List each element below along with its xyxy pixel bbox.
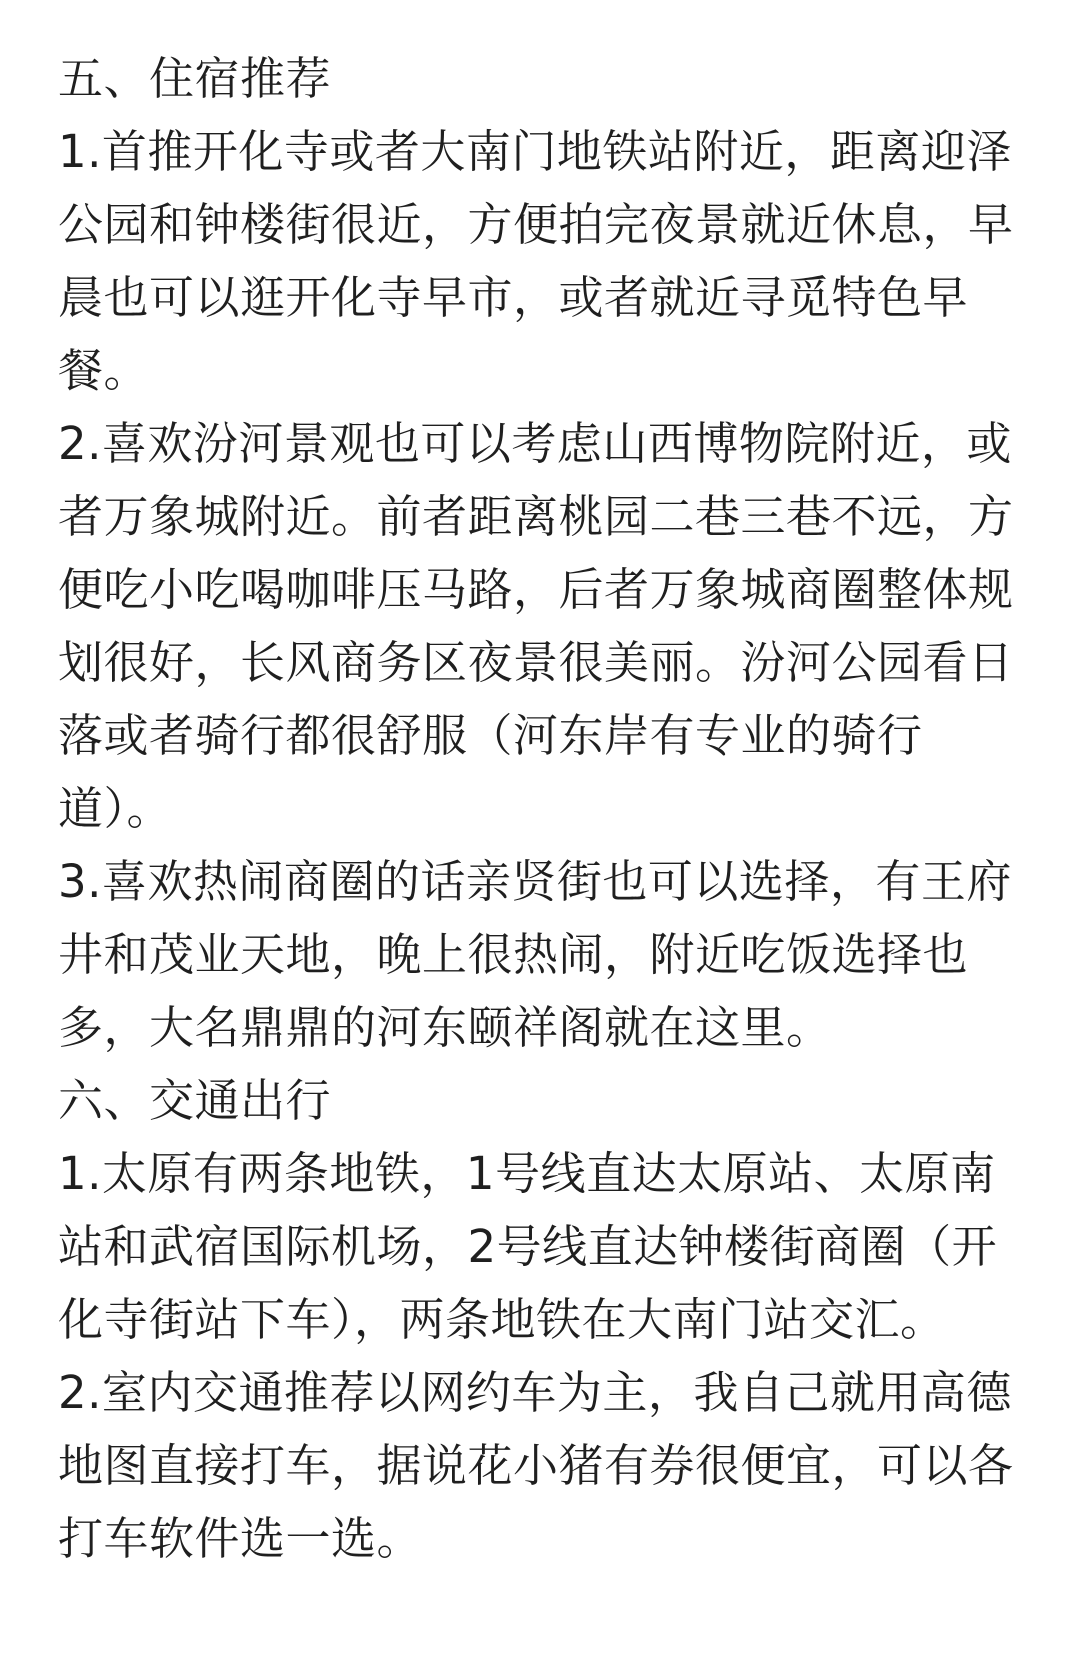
text-line: 餐。 <box>58 344 150 397</box>
text-line: 公园和钟楼街很近，方便拍完夜景就近休息，早 <box>58 198 1014 251</box>
text-line: 打车软件选一选。 <box>58 1512 423 1565</box>
text-line: 站和武宿国际机场，2号线直达钟楼街商圈（开 <box>58 1220 998 1273</box>
text-line: 晨也可以逛开化寺早市，或者就近寻觅特色早 <box>58 271 969 324</box>
text-line: 地图直接打车，据说花小猪有券很便宜，可以各 <box>58 1439 1014 1492</box>
document-body <box>58 42 1028 1575</box>
text-line: 化寺街站下车），两条地铁在大南门站交汇。 <box>58 1293 946 1346</box>
text-line: 便吃小吃喝咖啡压马路，后者万象城商圈整体规 <box>58 563 1014 616</box>
section-heading-accommodation: 五、住宿推荐 <box>58 52 332 105</box>
text-line: 划很好，长风商务区夜景很美丽。汾河公园看日 <box>58 636 1014 689</box>
text-line: 2.喜欢汾河景观也可以考虑山西博物院附近，或 <box>58 417 1012 470</box>
text-line: 井和茂业天地，晚上很热闹，附近吃饭选择也 <box>58 928 969 981</box>
text-line: 1.太原有两条地铁，1号线直达太原站、太原南 <box>58 1147 996 1200</box>
text-line: 3.喜欢热闹商圈的话亲贤街也可以选择，有王府 <box>58 855 1012 908</box>
text-line: 多，大名鼎鼎的河东颐祥阁就在这里。 <box>58 1001 832 1054</box>
text-line: 者万象城附近。前者距离桃园二巷三巷不远，方 <box>58 490 1014 543</box>
text-line: 1.首推开化寺或者大南门地铁站附近，距离迎泽 <box>58 125 1012 178</box>
text-line: 落或者骑行都很舒服（河东岸有专业的骑行 <box>58 709 923 762</box>
text-line: 道）。 <box>58 782 173 835</box>
section-heading-transportation: 六、交通出行 <box>58 1074 332 1127</box>
text-line: 2.室内交通推荐以网约车为主，我自己就用高德 <box>58 1366 1012 1419</box>
